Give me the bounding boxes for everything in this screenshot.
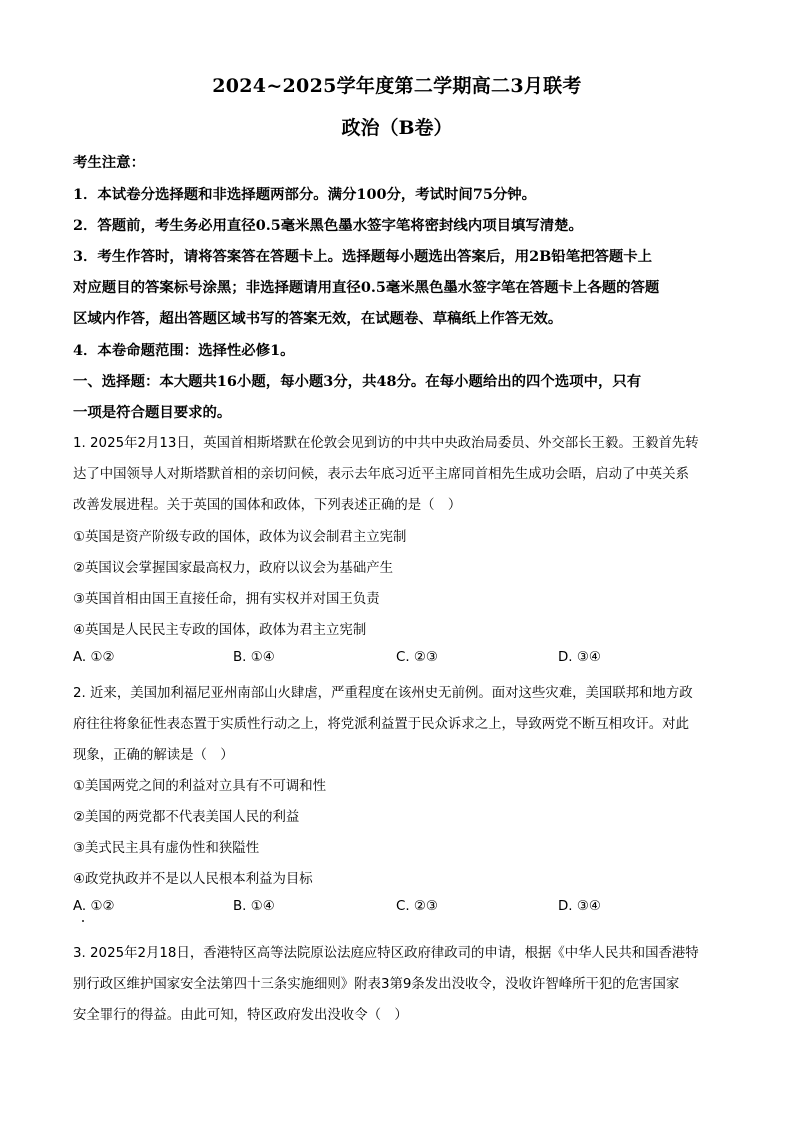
q2-option-a: A. ①② (73, 899, 115, 914)
q1-option-d: D. ③④ (558, 650, 601, 665)
q3-stem-line-3: 安全罪行的得益。由此可知，特区政府发出没收令（ ） (73, 1008, 408, 1023)
q2-stem-line-2: 府往往将象征性表态置于实质性行动之上，将党派利益置于民众诉求之上，导致两党不断互相攻讦。对此 (73, 717, 689, 732)
q2-statement-2: ②美国的两党都不代表美国人民的利益 (73, 810, 300, 825)
q1-option-c: C. ②③ (396, 650, 438, 665)
q2-statement-3: ③美式民主具有虚伪性和狭隘性 (73, 841, 260, 856)
exam-subtitle: 政治（B卷） (341, 117, 453, 139)
q2-option-d: D. ③④ (558, 899, 601, 914)
exam-title: 2024~2025学年度第二学期高二3月联考 (212, 75, 582, 97)
q2-option-c: C. ②③ (396, 899, 438, 914)
q1-stem-line-1: 1. 2025年2月13日，英国首相斯塔默在伦敦会见到访的中共中央政治局委员、外交部长王毅。王毅首先转 (73, 436, 699, 451)
notice-item-3-line-3: 区域内作答，超出答题区域书写的答案无效，在试题卷、草稿纸上作答无效。 (73, 310, 563, 327)
q2-statement-1: ①美国两党之间的利益对立具有不可调和性 (73, 779, 327, 794)
q2-option-b: B. ①④ (233, 899, 275, 914)
q3-stem-line-1: 3. 2025年2月18日，香港特区高等法院原讼法庭应特区政府律政司的申请，根据《中华人民共和国香港特 (73, 946, 699, 961)
notice-item-2: 2．答题前，考生务必用直径0.5毫米黑色墨水签字笔将密封线内项目填写清楚。 (73, 217, 583, 234)
q1-option-a: A. ①② (73, 650, 115, 665)
q1-statement-3: ③英国首相由国王直接任命，拥有实权并对国王负责 (73, 592, 380, 607)
q1-stem-line-2: 达了中国领导人对斯塔默首相的亲切问候，表示去年底习近平主席同首相先生成功会晤，启动了中英关系 (73, 467, 689, 482)
q1-statement-2: ②英国议会掌握国家最高权力，政府以议会为基础产生 (73, 561, 393, 576)
q3-stem-line-2: 别行政区维护国家安全法第四十三条实施细则》附表3第9条发出没收令，没收许智峰所干犯的危害国家 (73, 977, 680, 992)
section-heading-line-1: 一、选择题：本大题共16小题，每小题3分，共48分。在每小题给出的四个选项中，只有 (73, 373, 642, 390)
notice-item-1: 1．本试卷分选择题和非选择题两部分。满分100分，考试时间75分钟。 (73, 186, 537, 203)
section-heading-line-2: 一项是符合题目要求的。 (73, 404, 232, 421)
q2-stem-line-1: 2. 近来，美国加利福尼亚州南部山火肆虐，严重程度在该州史无前例。面对这些灾难，美国联邦和地方政 (73, 686, 693, 701)
notice-item-3-line-1: 3．考生作答时，请将答案答在答题卡上。选择题每小题选出答案后，用2B铅笔把答题卡上 (73, 248, 653, 265)
q1-option-b: B. ①④ (233, 650, 275, 665)
q1-statement-1: ①英国是资产阶级专政的国体，政体为议会制君主立宪制 (73, 530, 407, 545)
stray-dot (82, 920, 84, 922)
q1-statement-4: ④英国是人民民主专政的国体，政体为君主立宪制 (73, 623, 367, 638)
notice-label: 考生注意： (73, 154, 145, 171)
q1-stem-line-3: 改善发展进程。关于英国的国体和政体，下列表述正确的是（ ） (73, 498, 462, 513)
notice-item-3-line-2: 对应题目的答案标号涂黑；非选择题请用直径0.5毫米黑色墨水签字笔在答题卡上各题的答题 (73, 279, 660, 296)
q2-statement-4: ④政党执政并不是以人民根本利益为目标 (73, 872, 313, 887)
notice-item-4: 4．本卷命题范围：选择性必修1。 (73, 342, 295, 359)
q2-stem-line-3: 现象，正确的解读是（ ） (73, 748, 234, 763)
